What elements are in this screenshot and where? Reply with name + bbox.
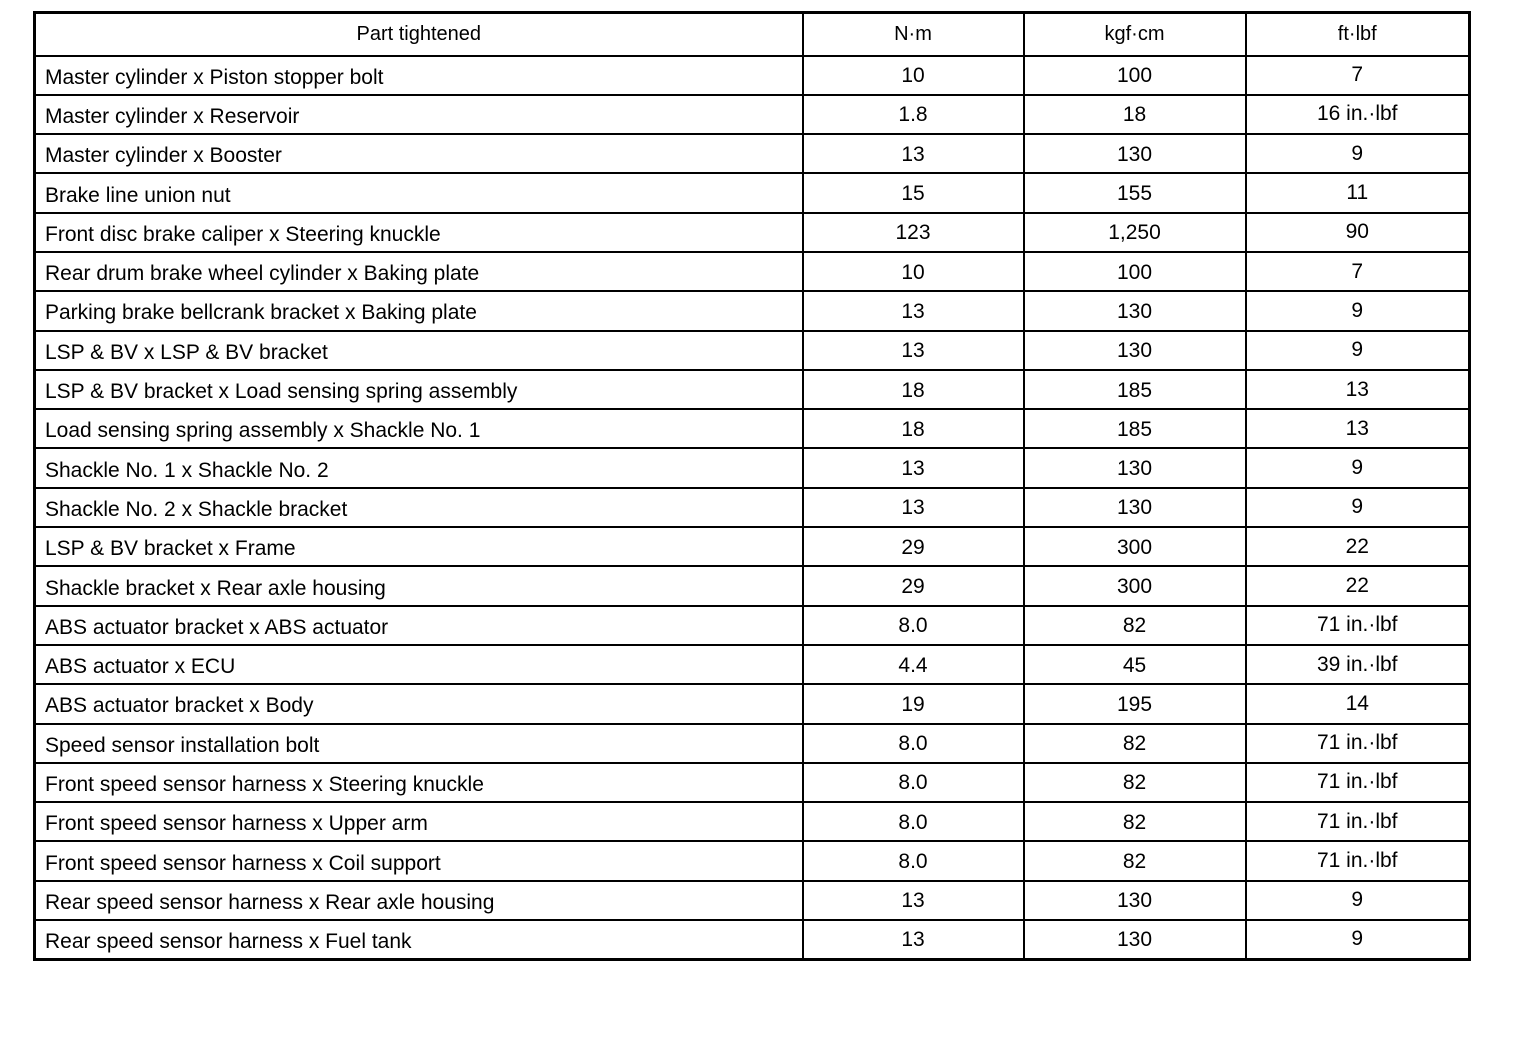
- cell-nm: 29: [803, 527, 1024, 566]
- cell-nm: 13: [803, 134, 1024, 173]
- table-row: [35, 724, 1470, 763]
- cell-part-tightened: Front disc brake caliper x Steering knuckle: [35, 213, 803, 252]
- cell-kgf-cm: 185: [1024, 409, 1246, 448]
- cell-ft-lbf: 7: [1246, 56, 1470, 95]
- cell-kgf-cm: 100: [1024, 56, 1246, 95]
- cell-part-tightened: Speed sensor installation bolt: [35, 724, 803, 763]
- header-part-tightened: Part tightened: [35, 13, 803, 56]
- cell-ft-lbf: 11: [1246, 173, 1470, 212]
- header-ft-lbf: ft·lbf: [1246, 13, 1470, 56]
- cell-nm: 13: [803, 331, 1024, 370]
- cell-part-tightened: Rear drum brake wheel cylinder x Baking plate: [35, 252, 803, 291]
- cell-nm: 4.4: [803, 645, 1024, 684]
- cell-part-tightened: Brake line union nut: [35, 173, 803, 212]
- cell-part-tightened: Shackle No. 1 x Shackle No. 2: [35, 448, 803, 487]
- table-row: [35, 566, 1470, 605]
- cell-ft-lbf: 13: [1246, 370, 1470, 409]
- cell-ft-lbf: 22: [1246, 527, 1470, 566]
- cell-part-tightened: Front speed sensor harness x Coil support: [35, 841, 803, 880]
- cell-part-tightened: LSP & BV bracket x Load sensing spring assembly: [35, 370, 803, 409]
- cell-ft-lbf: 9: [1246, 291, 1470, 330]
- cell-ft-lbf: 71 in.·lbf: [1246, 841, 1470, 880]
- table-row: [35, 331, 1470, 370]
- cell-kgf-cm: 100: [1024, 252, 1246, 291]
- table-row: [35, 95, 1470, 134]
- cell-ft-lbf: 7: [1246, 252, 1470, 291]
- cell-part-tightened: Load sensing spring assembly x Shackle No. 1: [35, 409, 803, 448]
- cell-ft-lbf: 14: [1246, 684, 1470, 723]
- cell-part-tightened: Master cylinder x Booster: [35, 134, 803, 173]
- cell-nm: 8.0: [803, 841, 1024, 880]
- table-row: [35, 488, 1470, 527]
- cell-part-tightened: ABS actuator bracket x ABS actuator: [35, 606, 803, 645]
- cell-kgf-cm: 82: [1024, 763, 1246, 802]
- cell-kgf-cm: 130: [1024, 291, 1246, 330]
- cell-kgf-cm: 82: [1024, 802, 1246, 841]
- cell-ft-lbf: 39 in.·lbf: [1246, 645, 1470, 684]
- cell-kgf-cm: 82: [1024, 606, 1246, 645]
- cell-ft-lbf: 71 in.·lbf: [1246, 724, 1470, 763]
- cell-nm: 29: [803, 566, 1024, 605]
- table-row: [35, 56, 1470, 95]
- cell-ft-lbf: 9: [1246, 881, 1470, 920]
- cell-ft-lbf: 9: [1246, 331, 1470, 370]
- cell-nm: 13: [803, 881, 1024, 920]
- cell-kgf-cm: 130: [1024, 920, 1246, 959]
- table-body: [35, 56, 1470, 960]
- header-nm: N·m: [803, 13, 1024, 56]
- cell-part-tightened: Master cylinder x Reservoir: [35, 95, 803, 134]
- cell-kgf-cm: 130: [1024, 134, 1246, 173]
- cell-ft-lbf: 71 in.·lbf: [1246, 606, 1470, 645]
- table-row: [35, 606, 1470, 645]
- cell-ft-lbf: 16 in.·lbf: [1246, 95, 1470, 134]
- cell-kgf-cm: 130: [1024, 331, 1246, 370]
- cell-kgf-cm: 185: [1024, 370, 1246, 409]
- cell-ft-lbf: 9: [1246, 448, 1470, 487]
- cell-part-tightened: ABS actuator x ECU: [35, 645, 803, 684]
- cell-ft-lbf: 71 in.·lbf: [1246, 802, 1470, 841]
- cell-part-tightened: Front speed sensor harness x Steering knuckle: [35, 763, 803, 802]
- torque-specification-table: [33, 11, 1471, 961]
- cell-kgf-cm: 300: [1024, 566, 1246, 605]
- table-row: [35, 802, 1470, 841]
- cell-ft-lbf: 9: [1246, 488, 1470, 527]
- cell-part-tightened: LSP & BV x LSP & BV bracket: [35, 331, 803, 370]
- cell-part-tightened: Parking brake bellcrank bracket x Baking plate: [35, 291, 803, 330]
- table-row: [35, 213, 1470, 252]
- table-row: [35, 763, 1470, 802]
- table-row: [35, 448, 1470, 487]
- cell-nm: 15: [803, 173, 1024, 212]
- cell-part-tightened: Shackle bracket x Rear axle housing: [35, 566, 803, 605]
- table-row: [35, 370, 1470, 409]
- cell-kgf-cm: 130: [1024, 488, 1246, 527]
- cell-kgf-cm: 18: [1024, 95, 1246, 134]
- table-row: [35, 134, 1470, 173]
- cell-nm: 13: [803, 488, 1024, 527]
- cell-nm: 13: [803, 448, 1024, 487]
- cell-nm: 10: [803, 56, 1024, 95]
- table-row: [35, 409, 1470, 448]
- cell-nm: 18: [803, 370, 1024, 409]
- cell-nm: 8.0: [803, 802, 1024, 841]
- cell-kgf-cm: 195: [1024, 684, 1246, 723]
- table-header-row: [35, 13, 1470, 56]
- cell-kgf-cm: 82: [1024, 724, 1246, 763]
- table-row: [35, 684, 1470, 723]
- cell-part-tightened: Rear speed sensor harness x Rear axle housing: [35, 881, 803, 920]
- cell-kgf-cm: 130: [1024, 448, 1246, 487]
- cell-ft-lbf: 13: [1246, 409, 1470, 448]
- cell-ft-lbf: 22: [1246, 566, 1470, 605]
- cell-nm: 1.8: [803, 95, 1024, 134]
- cell-nm: 13: [803, 920, 1024, 959]
- cell-nm: 123: [803, 213, 1024, 252]
- cell-nm: 19: [803, 684, 1024, 723]
- cell-ft-lbf: 9: [1246, 920, 1470, 959]
- cell-part-tightened: LSP & BV bracket x Frame: [35, 527, 803, 566]
- cell-kgf-cm: 82: [1024, 841, 1246, 880]
- cell-nm: 13: [803, 291, 1024, 330]
- table-row: [35, 645, 1470, 684]
- cell-ft-lbf: 9: [1246, 134, 1470, 173]
- cell-kgf-cm: 155: [1024, 173, 1246, 212]
- cell-nm: 18: [803, 409, 1024, 448]
- table-row: [35, 881, 1470, 920]
- table-row: [35, 173, 1470, 212]
- table-row: [35, 252, 1470, 291]
- cell-kgf-cm: 1,250: [1024, 213, 1246, 252]
- cell-kgf-cm: 130: [1024, 881, 1246, 920]
- cell-nm: 8.0: [803, 606, 1024, 645]
- cell-ft-lbf: 90: [1246, 213, 1470, 252]
- table-row: [35, 841, 1470, 880]
- table-row: [35, 291, 1470, 330]
- cell-part-tightened: Rear speed sensor harness x Fuel tank: [35, 920, 803, 959]
- cell-nm: 8.0: [803, 763, 1024, 802]
- cell-nm: 8.0: [803, 724, 1024, 763]
- table-row: [35, 920, 1470, 959]
- cell-nm: 10: [803, 252, 1024, 291]
- cell-ft-lbf: 71 in.·lbf: [1246, 763, 1470, 802]
- header-kgf-cm: kgf·cm: [1024, 13, 1246, 56]
- cell-part-tightened: ABS actuator bracket x Body: [35, 684, 803, 723]
- cell-part-tightened: Shackle No. 2 x Shackle bracket: [35, 488, 803, 527]
- table-row: [35, 527, 1470, 566]
- cell-part-tightened: Master cylinder x Piston stopper bolt: [35, 56, 803, 95]
- cell-kgf-cm: 45: [1024, 645, 1246, 684]
- cell-kgf-cm: 300: [1024, 527, 1246, 566]
- cell-part-tightened: Front speed sensor harness x Upper arm: [35, 802, 803, 841]
